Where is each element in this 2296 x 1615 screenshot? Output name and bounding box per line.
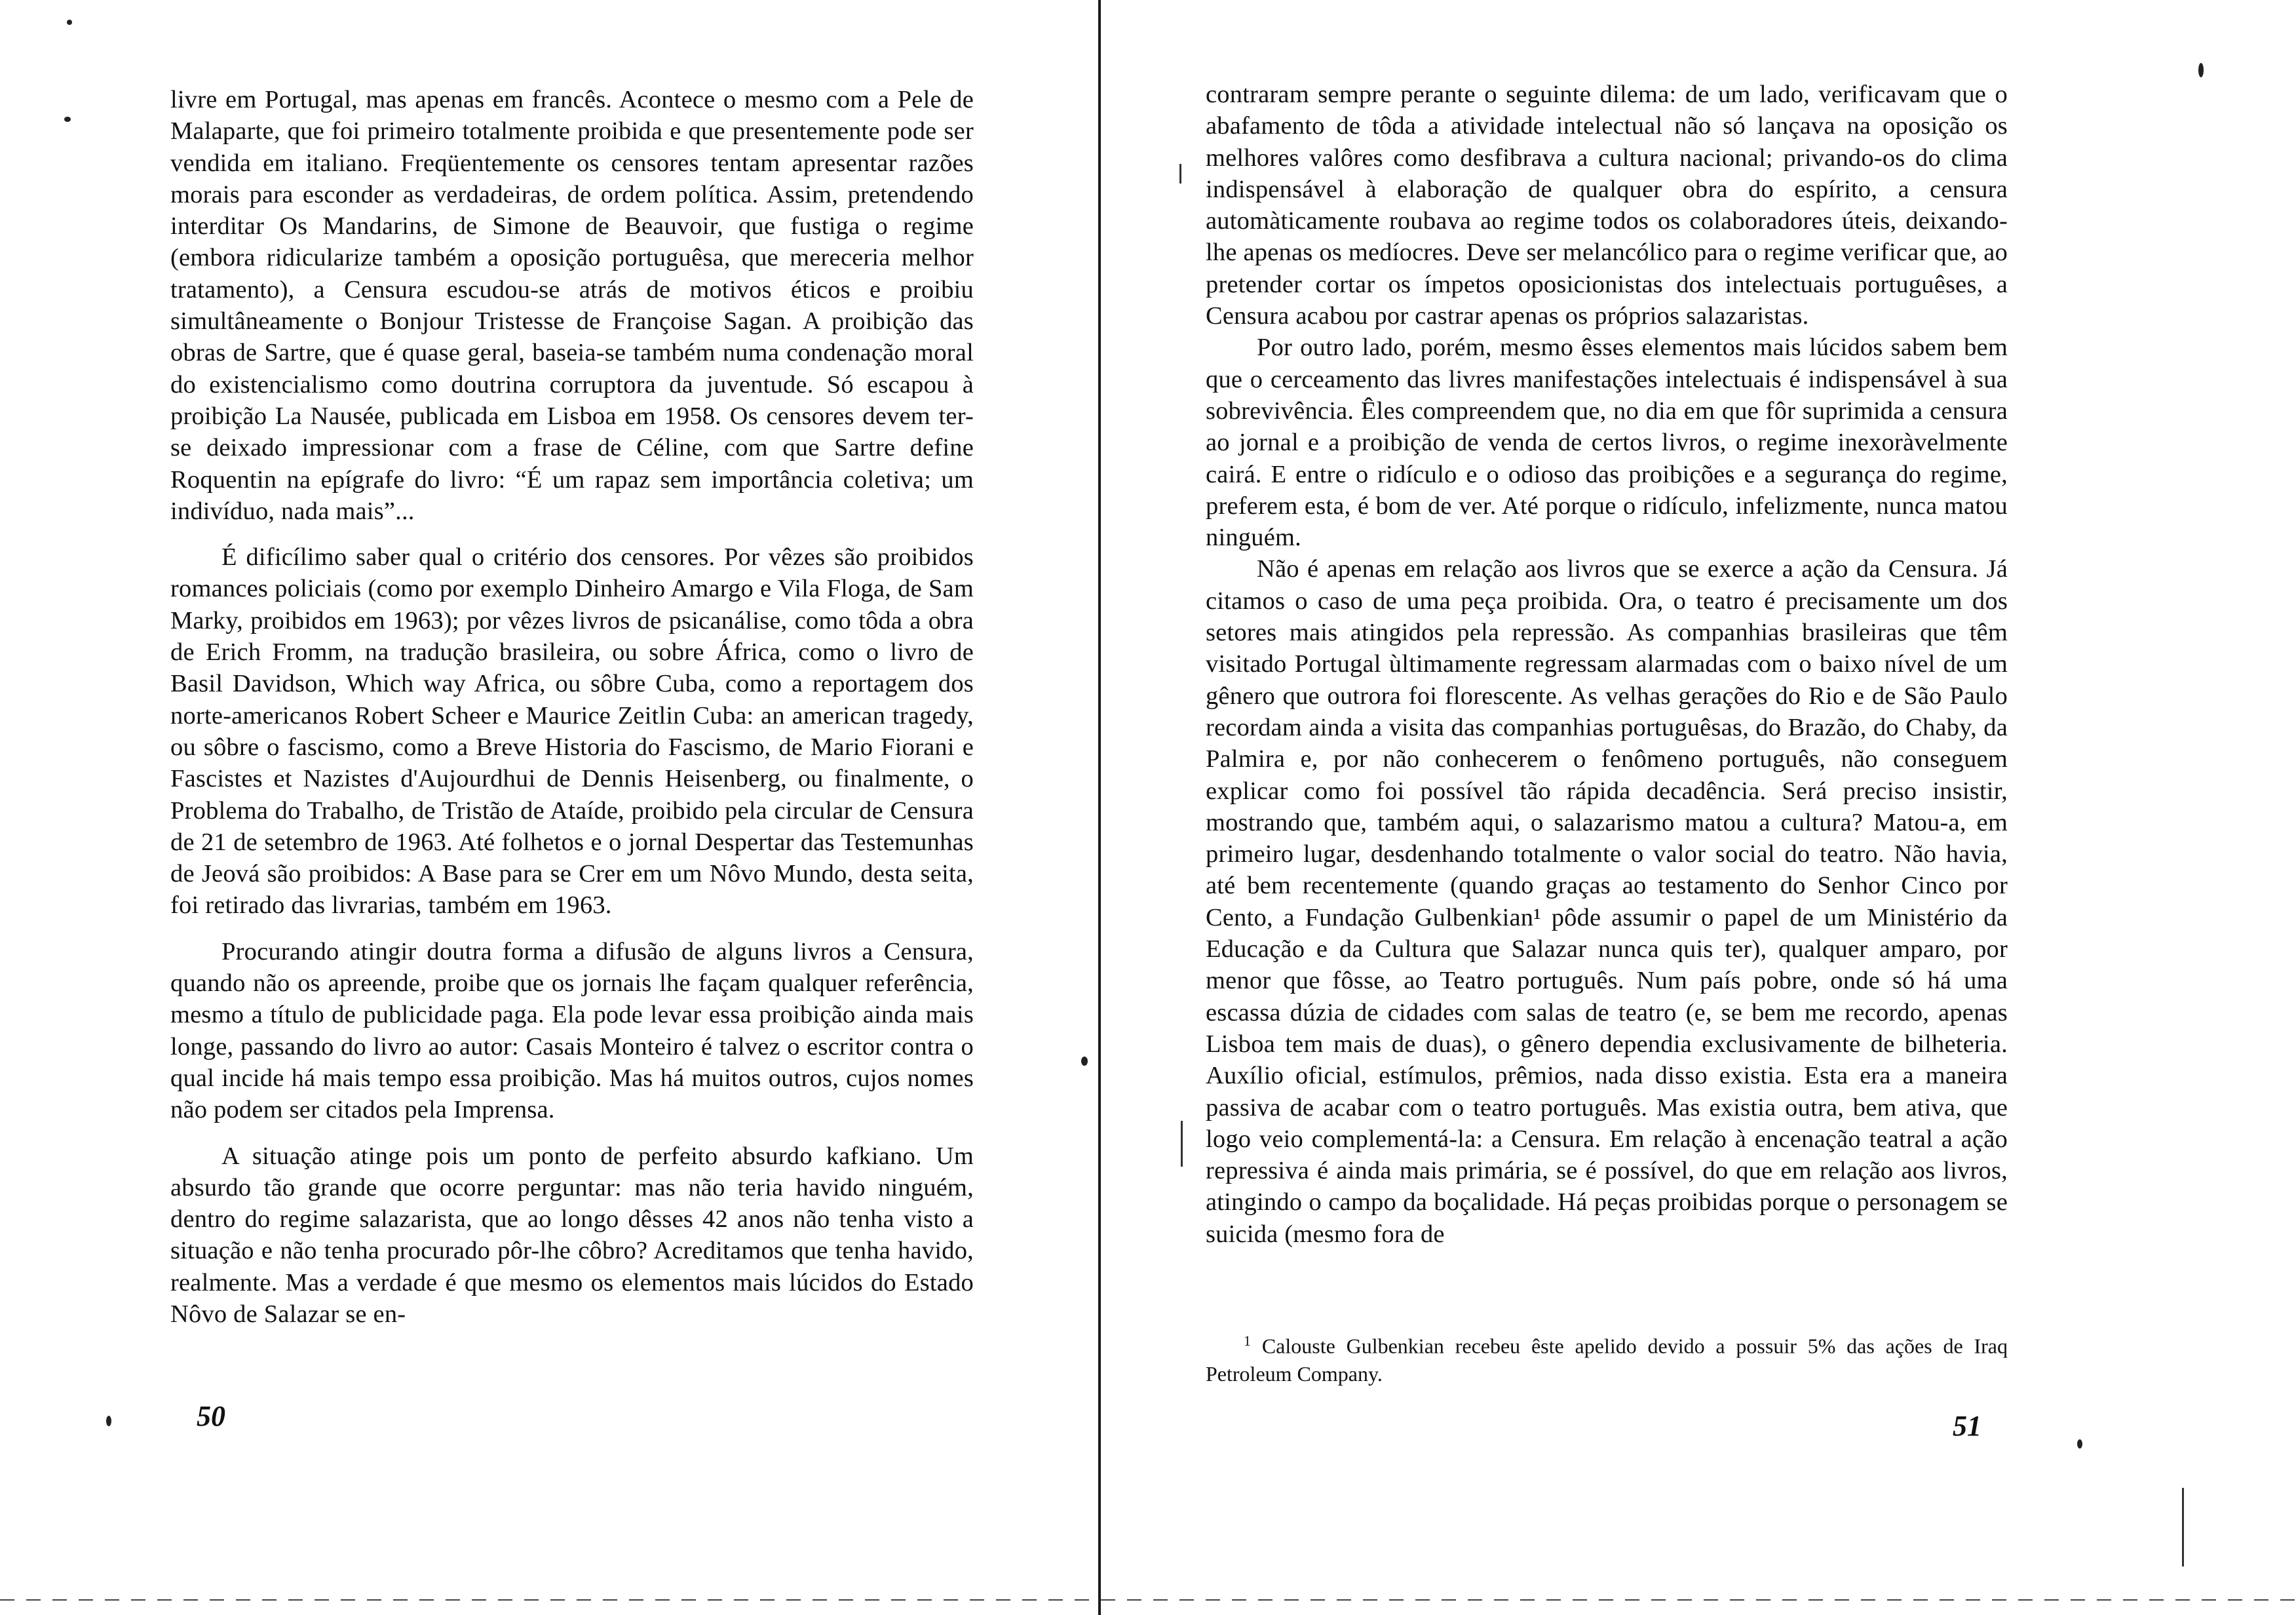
right-paragraph-2: Por outro lado, porém, mesmo êsses elementos mais lúcidos sabem bem que o cerceamento das livres manifestações intelectuais é indispensável à sua sobrevivência. Êles compreendem que, no dia em que fôr suprimida a censura ao jornal e a proibição de venda de certos livros, o regime inexoràvelmente cairá. E entre o ridículo e o odioso das proibições e a segurança do regime, preferem esta, é bom de ver. Até porque o ridículo, infelizmente, nunca matou ninguém.	[1206, 334, 2008, 552]
footnote	[1206, 1327, 2008, 1388]
right-page-number: 51	[1953, 1410, 1981, 1442]
left-page-body	[170, 84, 974, 1330]
scan-speck	[2077, 1439, 2082, 1449]
footnote-marker: 1	[1244, 1333, 1251, 1349]
scan-streak	[1179, 164, 1181, 184]
left-paragraph-3: Procurando atingir doutra forma a difusão de alguns livros a Censura, quando não os apreende, proibe que os jornais lhe façam qualquer referência, mesmo a título de publicidade paga. Ela pode levar essa proibição ainda mais longe, passando do livro ao autor: Casais Monteiro é talvez o escritor contra o qual incide há mais tempo essa proibição. Mas há muitos outros, cujos nomes não podem ser citados pela Imprensa.	[170, 937, 974, 1124]
footnote-text: Calouste Gulbenkian recebeu êste apelido devido a possuir 5% das ações de Iraq Petroleum Company.	[1206, 1334, 2008, 1386]
right-paragraph-1: contraram sempre perante o seguinte dilema: de um lado, verificavam que o abafamento de tôda a atividade intelectual não só lançava na oposição os melhores valôres como desfibrava a cultura nacional; privando-os do clima indispensável à elaboração de qualquer obra do espírito, a censura automàticamente roubava ao regime todos os colaboradores úteis, deixando-lhe apenas os medíocres. Deve ser melancólico para o regime verificar que, ao pretender cortar os ímpetos oposicionistas dos intelectuais portuguêses, a Censura acabou por castrar apenas os próprios salazaristas.	[1206, 81, 2008, 330]
scan-speck	[2198, 63, 2204, 77]
left-page-number: 50	[197, 1400, 225, 1432]
scan-streak	[2182, 1488, 2184, 1566]
scan-speck	[1081, 1057, 1088, 1066]
scan-speck	[64, 117, 71, 122]
right-page	[1101, 0, 2296, 1615]
right-page-body	[1206, 79, 2008, 1250]
right-paragraph-3: Não é apenas em relação aos livros que se exerce a ação da Censura. Já citamos o caso de uma peça proibida. Ora, o teatro é precisamente um dos setores mais atingidos pela repressão. As companhias brasileiras que têm visitado Portugal ùltimamente regressam alarmadas com o baixo nível de um gênero que outrora foi florescente. As velhas gerações do Rio e de São Paulo recordam ainda a visita das companhias portuguêsas, do Brazão, do Chaby, da Palmira e, por não conhecerem o fenômeno português, não conseguem explicar como foi possível tão rápida decadência. Será preciso insistir, mostrando que, também aqui, o salazarismo matou a cultura? Matou-a, em primeiro lugar, desdenhando totalmente o valor social do teatro. Não havia, até bem recentemente (quando graças ao testamento do Senhor Cinco por Cento, a Fundação Gulbenkian¹ pôde assumir o papel de um Ministério da Educação e da Cultura que Salazar nunca quis ter), qualquer amparo, por menor que fôsse, ao Teatro português. Num país pobre, onde só há uma escassa dúzia de cidades com salas de teatro (e, se bem me recordo, apenas Lisboa tem mais de duas), o gênero dependia exclusivamente de bilheteria. Auxílio oficial, estímulos, prêmios, nada disso existia. Esta era a maneira passiva de acabar com o teatro português. Mas existia outra, bem ativa, que logo veio complementá-la: a Censura. Em relação à encenação teatral a ação repressiva é ainda mais primária, se é possível, do que em relação aos livros, atingindo o campo da boçalidade. Há peças proibidas porque o personagem se suicida (mesmo fora de	[1206, 555, 2008, 1248]
scan-speck	[106, 1416, 111, 1426]
left-paragraph-1: livre em Portugal, mas apenas em francês. Acontece o mesmo com a Pele de Malaparte, que foi primeiro totalmente proibida e que presentemente pode ser vendida em italiano. Freqüentemente os censores tentam apresentar razões morais para esconder as verdadeiras, de ordem política. Assim, pretendendo interditar Os Mandarins, de Simone de Beauvoir, que fustiga o regime (embora ridicularize também a oposição portuguêsa, que mereceria melhor tratamento), a Censura escudou-se atrás de motivos éticos e proibiu simultâneamente o Bonjour Tristesse de Françoise Sagan. A proibição das obras de Sartre, que é quase geral, baseia-se também numa condenação moral do existencialismo como doutrina corruptora da juventude. Só escapou à proibição La Nausée, publicada em Lisboa em 1958. Os censores devem ter-se deixado impressionar com a frase de Céline, com que Sartre define Roquentin na epígrafe do livro: “É um rapaz sem importância coletiva; um indivíduo, nada mais”...	[170, 86, 974, 525]
left-paragraph-4: A situação atinge pois um ponto de perfeito absurdo kafkiano. Um absurdo tão grande que ocorre perguntar: mas não teria havido ninguém, dentro do regime salazarista, que ao longo dêsses 42 anos não tenha visto a situação e não tenha procurado pôr-lhe côbro? Acreditamos que tenha havido, realmente. Mas a verdade é que mesmo os elementos mais lúcidos do Estado Nôvo de Salazar se en-	[170, 1142, 974, 1328]
scan-streak	[1181, 1121, 1183, 1167]
left-page	[0, 0, 1098, 1615]
left-paragraph-2: É dificílimo saber qual o critério dos censores. Por vêzes são proibidos romances policiais (como por exemplo Dinheiro Amargo e Vila Floga, de Sam Marky, proibidos em 1963); por vêzes livros de psicanálise, como tôda a obra de Erich Fromm, na tradução brasileira, ou sobre África, como o livro de Basil Davidson, Which way Africa, ou sôbre Cuba, como a reportagem dos norte-americanos Robert Scheer e Maurice Zeitlin Cuba: an american tragedy, ou sôbre o fascismo, como a Breve Historia do Fascismo, de Mario Fiorani e Fascistes et Nazistes d'Aujourdhui de Dennis Heisenberg, ou finalmente, o Problema do Trabalho, de Tristão de Ataíde, proibido pela circular de Censura de 21 de setembro de 1963. Até folhetos e o jornal Despertar das Testemunhas de Jeová são proibidos: A Base para se Crer em um Nôvo Mundo, desta seita, foi retirado das livrarias, também em 1963.	[170, 543, 974, 920]
page-edge-line	[0, 1599, 2296, 1601]
scan-speck	[67, 20, 72, 25]
